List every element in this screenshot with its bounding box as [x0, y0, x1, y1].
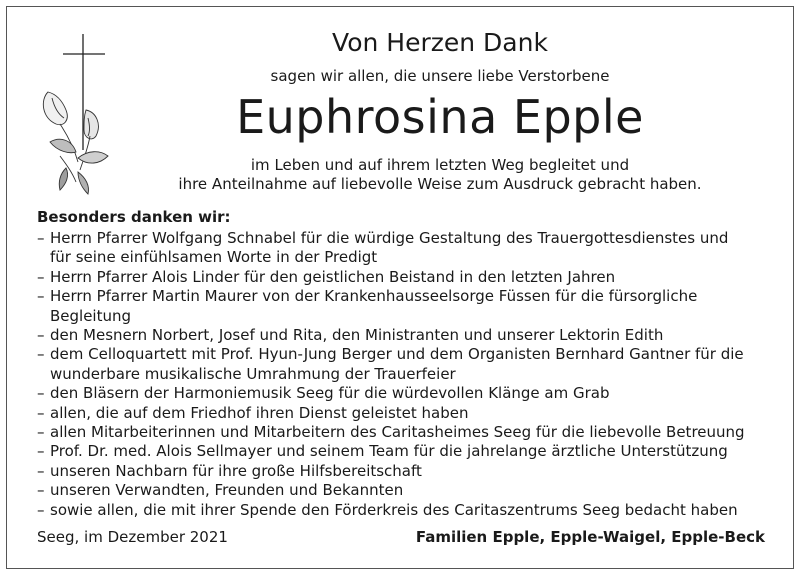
thanks-item — [37, 287, 777, 326]
thanks-item-line: wunderbare musikalische Umrahmung der Trauerfeier — [50, 364, 456, 383]
list-dash: – — [37, 403, 45, 422]
thanks-item-line: Herrn Pfarrer Alois Linder für den geistlichen Beistand in den letzten Jahren — [50, 267, 616, 286]
notice-heading: Von Herzen Dank — [332, 28, 548, 57]
calla-lily-icon — [43, 92, 108, 194]
intro-line: sagen wir allen, die unsere liebe Verstorbene — [270, 67, 610, 85]
thanks-item-line: Prof. Dr. med. Alois Sellmayer und seinem Team für die jahrelange ärztliche Unterstützung — [50, 442, 728, 461]
thanks-item-line: Begleitung — [50, 306, 132, 325]
thanks-item-line: den Bläsern der Harmoniemusik Seeg für die würdevollen Klänge am Grab — [50, 384, 610, 403]
thanks-item — [37, 384, 777, 403]
thanks-item-line: sowie allen, die mit ihrer Spende den Förderkreis des Caritaszentrums Seeg bedacht haben — [50, 500, 738, 519]
list-dash: – — [37, 442, 45, 461]
thanks-item — [37, 345, 777, 384]
list-dash: – — [37, 500, 45, 519]
list-dash: – — [37, 384, 45, 403]
thanks-item — [37, 442, 777, 461]
thanks-item-line: allen, die auf dem Friedhof ihren Dienst geleistet haben — [50, 403, 469, 422]
place-date: Seeg, im Dezember 2021 — [37, 528, 228, 546]
thanks-item — [37, 423, 777, 442]
thanks-item-line: Herrn Pfarrer Martin Maurer von der Krankenhausseelsorge Füssen für die fürsorgliche — [50, 287, 698, 306]
list-dash: – — [37, 345, 45, 364]
cross-lily-emblem — [30, 32, 140, 197]
list-dash: – — [37, 229, 45, 247]
thanks-item-line: für seine einfühlsamen Worte in der Predigt — [50, 248, 378, 267]
thanks-item — [37, 404, 777, 423]
family-signature: Familien Epple, Epple-Waigel, Epple-Beck — [415, 528, 765, 546]
thanks-item-line: dem Celloquartett mit Prof. Hyun-Jung Berger und dem Organisten Bernhard Gantner für die — [50, 345, 744, 364]
list-dash: – — [37, 423, 45, 442]
thanks-item — [37, 462, 777, 481]
thanks-item — [37, 501, 777, 520]
thanks-item — [37, 268, 777, 287]
thanks-item — [37, 326, 777, 345]
thanks-item-line: allen Mitarbeiterinnen und Mitarbeitern des Caritasheimes Seeg für die liebevolle Betreuung — [50, 423, 745, 442]
thanks-line-2: ihre Anteilnahme auf liebevolle Weise zum Ausdruck gebracht haben. — [178, 175, 702, 193]
list-dash: – — [37, 267, 45, 286]
thanks-item-line: Herrn Pfarrer Wolfgang Schnabel für die würdige Gestaltung des Trauergottesdienstes und — [50, 229, 729, 247]
list-dash: – — [37, 461, 45, 480]
thanks-item — [37, 229, 777, 268]
special-thanks-heading: Besonders danken wir: — [37, 208, 231, 226]
thanks-line-1: im Leben und auf ihrem letzten Weg begleitet und — [250, 156, 630, 174]
list-dash: – — [37, 326, 45, 345]
thanks-item-line: unseren Nachbarn für ihre große Hilfsbereitschaft — [50, 461, 422, 480]
thanks-item — [37, 481, 777, 500]
thanks-item-line: unseren Verwandten, Freunden und Bekannten — [50, 481, 404, 500]
deceased-name: Euphrosina Epple — [236, 90, 644, 144]
list-dash: – — [37, 481, 45, 500]
thanks-list — [37, 229, 777, 520]
thanks-item-line: den Mesnern Norbert, Josef und Rita, den Ministranten und unserer Lektorin Edith — [50, 326, 664, 345]
list-dash: – — [37, 287, 45, 306]
